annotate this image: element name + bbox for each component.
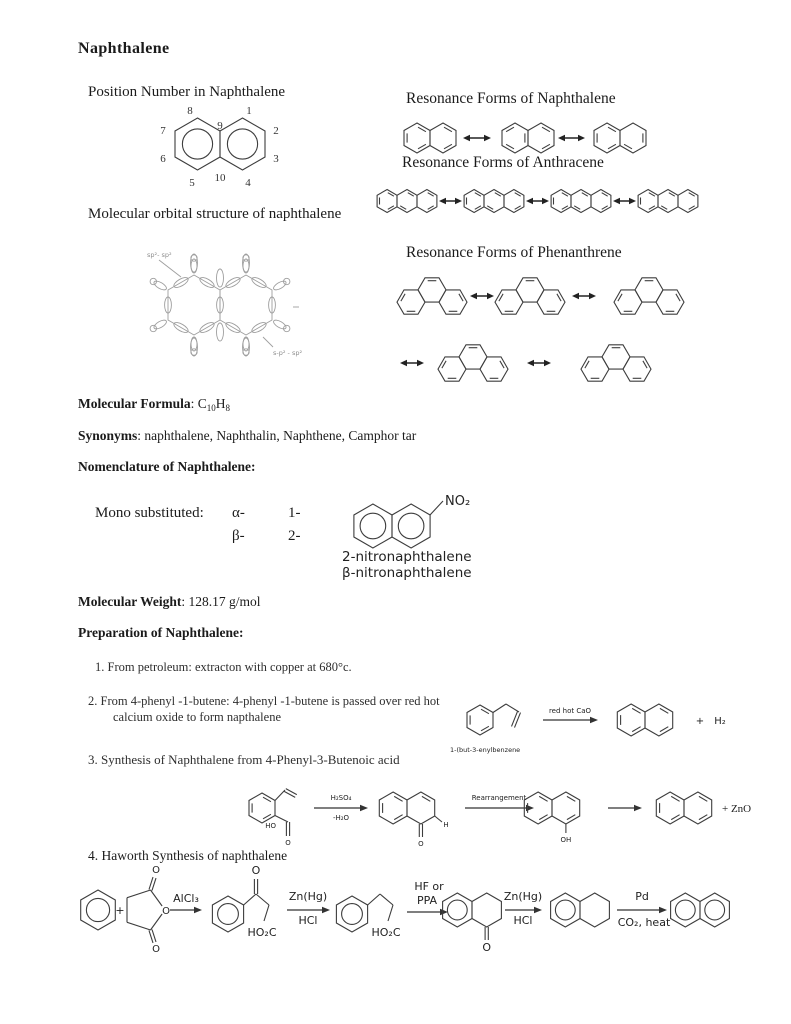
naphthalene-form-3: [594, 123, 646, 153]
reaction-arrow: [543, 707, 598, 723]
chem-label: sp²- sp²: [147, 251, 172, 259]
reaction-arrow: [287, 890, 330, 927]
chem-label: 2: [273, 125, 279, 137]
chem-label: +: [695, 716, 705, 727]
structure-2-nitronaphthalene: [330, 480, 500, 552]
synonyms-row: [78, 428, 416, 444]
anthracene-form-2: [464, 190, 524, 213]
resonance-arrow: [439, 198, 462, 204]
heading-nomenclature: Nomenclature of Naphthalene:: [78, 459, 256, 474]
chem-label: Rearrangement: [471, 794, 527, 802]
chem-label: H: [443, 821, 449, 829]
chem-label: H₂: [714, 716, 726, 727]
chem-label: red hot CaO: [548, 707, 592, 715]
chem-label: HCl: [513, 914, 533, 927]
resonance-arrow: [613, 198, 636, 204]
heading-resonance-naphthalene: Resonance Forms of Naphthalene: [406, 90, 616, 107]
naphthalenone-structure: [379, 792, 448, 848]
reaction-arrow: [407, 880, 448, 915]
butenylbenzene-structure: [450, 704, 521, 754]
sketch-molecular-orbital: [125, 245, 315, 365]
chem-label: 6: [160, 153, 166, 165]
chem-label: 4: [245, 177, 251, 189]
heading-resonance-phenanthrene: Resonance Forms of Phenanthrene: [406, 244, 622, 261]
butenoic-acid-structure: [249, 789, 297, 847]
chem-label: s-p² - sp²: [273, 349, 303, 357]
weight-label: Molecular Weight: [78, 594, 182, 609]
chem-label: -H₂O: [332, 814, 350, 822]
chem-label: O: [418, 840, 424, 848]
resonance-arrow: [470, 293, 494, 299]
chem-label: O: [162, 906, 170, 917]
resonance-arrow: [558, 135, 585, 141]
chem-label: 5: [189, 177, 195, 189]
naphthalene-product: [671, 893, 730, 927]
phenanthrene-form-2: [495, 278, 565, 314]
anthracene-form-1: [377, 190, 437, 213]
chem-label: 3: [273, 153, 279, 165]
naphthalene-product: [617, 704, 672, 736]
formula-label: Molecular Formula: [78, 396, 191, 411]
molecular-orbital-sketch: [147, 251, 302, 357]
prep-item-2-line2: calcium oxide to form napthalene: [113, 710, 281, 724]
reaction-scheme-butenoic-acid: [222, 764, 770, 849]
chem-label: O: [152, 944, 160, 955]
resonance-arrow: [526, 198, 549, 204]
chem-label: Zn(Hg): [288, 890, 328, 903]
synonyms-value: : naphthalene, Naphthalin, Naphthene, Camphor tar: [137, 428, 417, 443]
naphthalene-product: [656, 792, 711, 824]
chem-label: O: [482, 941, 492, 954]
chem-label: HF or: [414, 880, 444, 893]
prep-item-1: 1. From petroleum: extracton with copper at 680°c.: [95, 660, 352, 674]
chem-label: 8: [187, 105, 193, 117]
chem-label: HO: [265, 822, 276, 830]
reaction-arrow: [170, 892, 202, 913]
alpha-number: 1-: [288, 505, 301, 521]
chem-label: +: [115, 904, 125, 917]
reaction-arrow: [314, 794, 368, 822]
chem-label: Pd: [635, 890, 649, 903]
resonance-arrow: [400, 360, 424, 366]
chem-label: HO₂C: [371, 926, 401, 939]
formula-sub-8: 8: [225, 403, 230, 413]
molecular-formula-row: [78, 396, 230, 413]
synonyms-label: Synonyms: [78, 428, 138, 443]
reaction-scheme-haworth: [56, 860, 786, 960]
phenanthrene-form-3: [614, 278, 684, 314]
anthracene-form-3: [551, 190, 611, 213]
chem-label: AlCl₃: [173, 892, 199, 905]
beta-label: β-: [232, 528, 245, 544]
beta-number: 2-: [288, 528, 301, 544]
chem-label: H₂SO₄: [330, 794, 352, 802]
naphthalene-form-1: [404, 123, 456, 153]
prep-item-4: 4. Haworth Synthesis of naphthalene: [88, 848, 288, 863]
structures-resonance-phenanthrene-row2: [390, 330, 680, 396]
naphthalene-form-2: [502, 123, 554, 153]
molecular-weight-row: [78, 594, 261, 610]
chem-label: O: [152, 865, 160, 876]
phenylbutanoic-structure: [336, 894, 400, 939]
phenanthrene-form-1: [397, 278, 467, 314]
chem-label: HO₂C: [247, 926, 277, 939]
reaction-arrow: [617, 890, 671, 929]
heading-molecular-orbital: Molecular orbital structure of naphthalene: [88, 206, 342, 222]
nitro-name-line1: 2-nitronaphthalene: [342, 549, 472, 565]
chem-label: Zn(Hg): [503, 890, 543, 903]
chem-label: HCl: [298, 914, 318, 927]
reaction-arrow: [608, 805, 642, 811]
structures-resonance-anthracene: [368, 178, 708, 224]
formula-value: : C: [190, 396, 207, 411]
naphthol-structure: [524, 792, 579, 844]
chem-label: CO₂, heat: [617, 916, 671, 929]
weight-value: : 128.17 g/mol: [181, 594, 261, 609]
chem-label: PPA: [416, 894, 438, 907]
phenanthrene-form-4: [438, 345, 508, 381]
resonance-arrow: [463, 135, 491, 141]
heading-position-number: Position Number in Naphthalene: [88, 84, 286, 100]
formula-h: H: [215, 396, 226, 411]
reaction-arrow: [504, 890, 542, 927]
heading-preparation: Preparation of Naphthalene:: [78, 625, 244, 640]
chem-label: 1: [246, 105, 252, 117]
ketoacid-structure: [212, 864, 276, 939]
mono-substituted-label: Mono substituted:: [95, 505, 204, 521]
tetralin-structure: [551, 893, 610, 927]
tetralone-structure: [443, 893, 502, 954]
resonance-arrow: [527, 360, 551, 366]
anthracene-form-4: [638, 190, 698, 213]
chem-label: OH: [560, 836, 572, 844]
page-title: Naphthalene: [78, 40, 170, 57]
chem-label: 10: [214, 172, 226, 184]
chem-label: + ZnO: [722, 803, 752, 815]
chem-label: 7: [160, 125, 166, 137]
alpha-label: α-: [232, 505, 245, 521]
structures-resonance-phenanthrene-row1: [390, 260, 700, 328]
chem-label: O: [285, 839, 291, 847]
structure-naphthalene-numbered: [140, 96, 300, 196]
chem-label: 1-(but-3-enylbenzene: [450, 746, 521, 754]
reaction-arrow: [465, 794, 534, 811]
nitro-name-line2: β-nitronaphthalene: [342, 565, 472, 581]
heading-resonance-anthracene: Resonance Forms of Anthracene: [402, 154, 604, 171]
benzene-structure: [81, 890, 116, 930]
formula-sub-10: 10: [206, 403, 216, 413]
resonance-arrow: [572, 293, 596, 299]
prep-item-3: 3. Synthesis of Naphthalene from 4-Phenyl-3-Butenoic acid: [88, 752, 400, 767]
reaction-scheme-butenylbenzene: [448, 686, 783, 761]
prep-item-2-line1: 2. From 4-phenyl -1-butene: 4-phenyl -1-butene is passed over red hot: [88, 694, 440, 708]
phenanthrene-form-5: [581, 345, 651, 381]
chem-label: NO₂: [445, 494, 471, 509]
nitronaphthalene-structure: [354, 494, 470, 548]
succinic-anhydride-structure: [127, 865, 170, 955]
chem-label: O: [251, 864, 261, 877]
chem-label: 9: [217, 120, 223, 132]
